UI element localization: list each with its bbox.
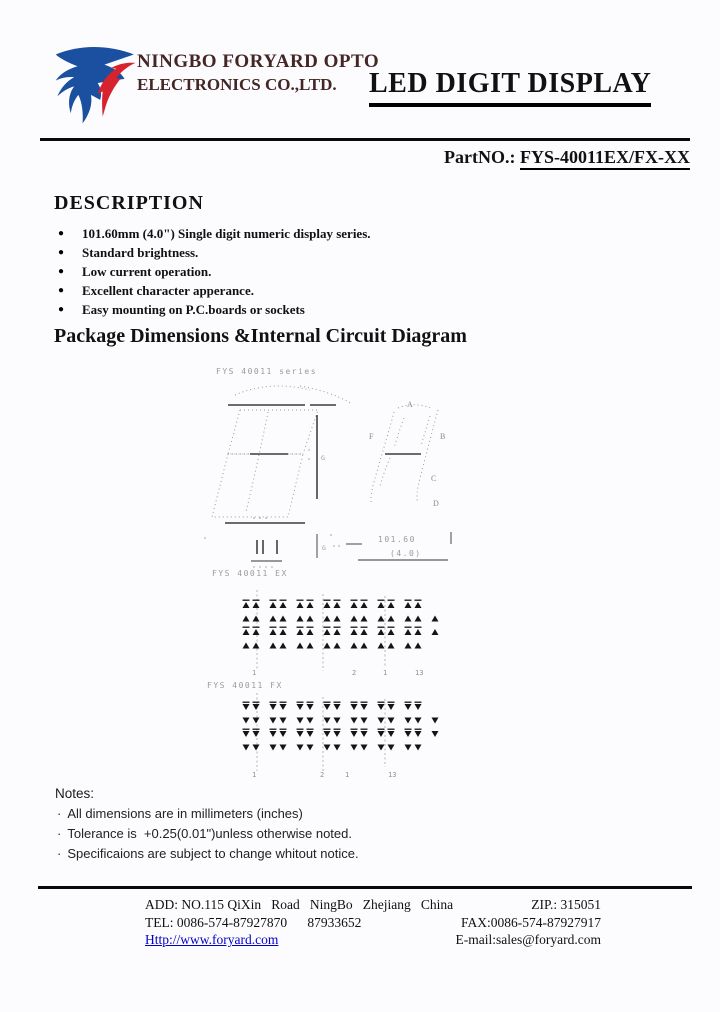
fx-pin-label: 1 xyxy=(252,771,257,779)
ex-diode-array xyxy=(243,600,439,648)
ex-pin-label: 1 xyxy=(383,669,388,677)
company-line2: ELECTRONICS CO.,LTD. xyxy=(137,74,337,94)
part-number: FYS-40011EX/FX-XX xyxy=(520,147,690,170)
segment-label-d: D xyxy=(433,499,439,508)
list-item xyxy=(58,243,371,262)
note-bullet-icon: · xyxy=(57,846,62,861)
segment-digit-left xyxy=(371,412,394,504)
bullet-icon: ● xyxy=(58,304,65,315)
bullet-text: Easy mounting on P.C.boards or sockets xyxy=(82,301,305,317)
bullet-text: Excellent character apperance. xyxy=(82,282,254,298)
bullet-text: 101.60mm (4.0") Single digit numeric display series. xyxy=(82,225,371,241)
footer-contact-block xyxy=(145,897,601,950)
note-text: Tolerance is +0.25(0.01")unless otherwise noted. xyxy=(67,826,352,841)
bullet-icon: ● xyxy=(58,285,65,296)
segment-label-a: A xyxy=(407,400,413,409)
series-label: FYS 40011 series xyxy=(216,367,318,376)
digit-upper-loop xyxy=(228,410,318,454)
ex-circuit-label: FYS 40011 EX xyxy=(212,569,288,578)
notes-list xyxy=(57,806,359,866)
segment-label-f: F xyxy=(369,432,374,441)
footer-divider xyxy=(38,886,692,889)
list-item xyxy=(58,262,371,281)
segment-digit-top xyxy=(398,405,433,409)
fx-pin-label: 13 xyxy=(388,771,397,779)
bullet-text: Low current operation. xyxy=(82,263,212,279)
bullet-icon: ● xyxy=(58,266,65,277)
foryard-logo-icon xyxy=(54,46,138,126)
ex-pin-label: 2 xyxy=(352,669,357,677)
height-dimension-mark: G xyxy=(321,454,325,462)
digit-inner-stroke xyxy=(246,412,268,512)
note-bullet-icon: · xyxy=(57,806,62,821)
description-heading: DESCRIPTION xyxy=(54,192,204,214)
email-text: E-mail:sales@foryard.com xyxy=(455,932,601,947)
company-name xyxy=(137,50,379,95)
front-view-sketch xyxy=(300,386,352,404)
front-view-sketch xyxy=(235,386,310,395)
list-item xyxy=(58,281,371,300)
list-item xyxy=(58,300,371,319)
footer-address-row xyxy=(145,897,601,915)
bullet-icon: ● xyxy=(58,228,65,239)
width-dimension-inches: (4.0) xyxy=(390,549,422,558)
footer-phone-row xyxy=(145,915,601,933)
segment-digit-right xyxy=(417,410,438,503)
package-section-heading: Package Dimensions &Internal Circuit Diagram xyxy=(54,325,467,347)
note-item xyxy=(57,806,359,826)
notes-heading: Notes: xyxy=(55,786,95,801)
dimension-mark: G xyxy=(322,544,326,552)
fx-pin-label: 1 xyxy=(345,771,350,779)
note-item xyxy=(57,846,359,866)
ex-pin-label: 13 xyxy=(415,669,424,677)
part-number-line xyxy=(0,147,690,168)
page-title: LED DIGIT DISPLAY xyxy=(369,68,651,107)
fax-text: FAX:0086-574-87927917 xyxy=(461,914,601,930)
width-dimension-value: 101.60 xyxy=(378,535,416,544)
company-line1: NINGBO FORYARD OPTO xyxy=(137,51,380,72)
fx-diode-array xyxy=(243,702,439,750)
address-text: ADD: NO.115 QiXin Road NingBo Zhejiang China xyxy=(145,897,454,912)
note-item xyxy=(57,826,359,846)
header-divider xyxy=(40,138,690,141)
segment-digit-inner xyxy=(421,416,430,446)
fx-pin-label: 2 xyxy=(320,771,325,779)
fx-circuit-label: FYS 40011 FX xyxy=(207,681,283,690)
note-text: All dimensions are in millimeters (inches) xyxy=(67,806,303,821)
tel-text: TEL: 0086-574-87927870 87933652 xyxy=(145,914,362,930)
ex-pin-label: 1 xyxy=(252,669,257,677)
package-dimensions-diagram xyxy=(0,360,720,788)
segment-digit-inner xyxy=(394,418,404,448)
list-item xyxy=(58,224,371,243)
segment-label-b: B xyxy=(440,432,446,441)
segment-label-c: C xyxy=(431,474,437,483)
zip-text: ZIP.: 315051 xyxy=(531,897,601,912)
note-bullet-icon: · xyxy=(57,826,62,841)
note-text: Specificaions are subject to change whitout notice. xyxy=(67,846,359,861)
website-link[interactable]: Http://www.foryard.com xyxy=(145,932,279,947)
bullet-text: Standard brightness. xyxy=(82,244,199,260)
description-bullets xyxy=(58,224,371,319)
bullet-icon: ● xyxy=(58,247,65,258)
segment-digit-inner xyxy=(380,458,390,486)
part-label: PartNO.: xyxy=(444,147,520,167)
footer-online-row xyxy=(145,932,601,950)
